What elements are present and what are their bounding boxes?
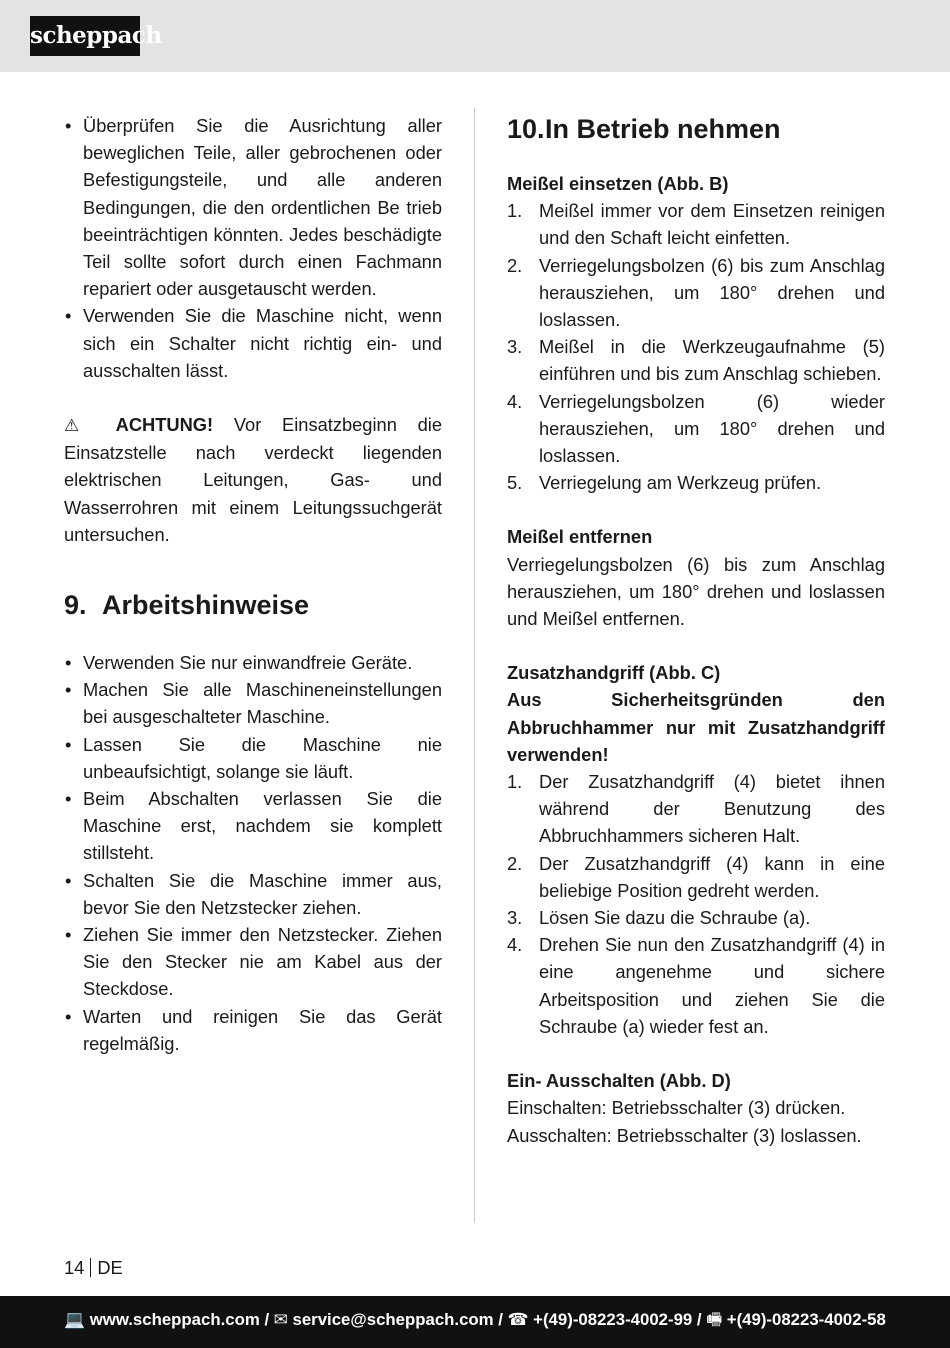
list-item: 3. Lösen Sie dazu die Schraube (a). [507,907,811,929]
remove-chisel-text: Verriegelungsbolzen (6) bis zum Anschlag herausziehen, um 180° drehen und loslassen und Meißel entfernen. [507,553,885,630]
list-item: 5. Verriegelung am Werkzeug prüfen. [507,472,822,494]
list-item: • Warten und reinigen Sie das Gerät regelmäßig. [64,1003,442,1057]
list-item: • Verwenden Sie nur einwandfreie Geräte. [64,649,442,676]
column-divider [474,108,475,1223]
warning-label: ACHTUNG! [115,414,214,436]
switch-heading: Ein- Ausschalten (Abb. D) [507,1070,731,1092]
safety-bullet-list [64,112,442,384]
list-item: 3. Meißel in die Werkzeugaufnahme (5) einführen und bis zum Anschlag schieben. [507,336,885,385]
computer-icon: 💻 [64,1310,86,1329]
contact-footer: 💻 www.scheppach.com / ✉ service@scheppach.com / ☎ +(49)-08223-4002-99 / 🖷 +(49)-08223-4002-58 [0,1296,950,1348]
list-item: • Ziehen Sie immer den Netzstecker. Ziehen Sie den Stecker nie am Kabel aus der Steckdose. [64,921,442,1003]
section-title: In Betrieb nehmen [545,114,781,144]
left-column [64,112,442,1057]
work-tips-list [64,649,442,1057]
insert-chisel-steps [507,197,885,496]
list-item: 2. Der Zusatzhandgriff (4) kann in eine beliebige Position gedreht werden. [507,852,885,901]
section-9-heading [64,588,442,622]
brand-logo: scheppach [30,16,140,56]
switch-off-text: Ausschalten: Betriebsschalter (3) loslassen. [507,1124,862,1146]
list-item: • Beim Abschalten verlassen Sie die Maschine erst, nachdem sie komplett stillsteht. [64,785,442,867]
phone-number: +(49)-08223-4002-99 [533,1310,693,1329]
insert-chisel-heading: Meißel einsetzen (Abb. B) [507,173,729,194]
warning-icon: ⚠ [64,416,95,436]
page-number: 14 DE [64,1257,123,1278]
section-number: 10. [507,114,545,144]
switch-on-text: Einschalten: Betriebsschalter (3) drücken. [507,1097,846,1119]
phone-icon: ☎ [507,1310,529,1329]
handle-safety-note: Aus Sicherheitsgründen den Abbruchhammer nur mit Zusatzhandgriff verwenden! [507,689,885,765]
list-item: • Überprüfen Sie die Ausrichtung aller beweglichen Teile, aller gebrochenen oder Befestigungsteile, und alle anderen Bedingungen, die den ordentlichen Be trieb beeinträchtigen könnten. Jedes beschädigte Teil sollte sofort durch einen Fachmann repariert oder ausgetauscht werden. [64,112,442,302]
email-link[interactable]: service@scheppach.com [292,1310,494,1329]
list-item: 1. Der Zusatzhandgriff (4) bietet ihnen während der Benutzung des Abbruchhammers sicheren Halt. [507,771,885,847]
right-column [507,112,885,1149]
language-code: DE [97,1257,123,1278]
page-header [0,0,950,72]
fax-number: +(49)-08223-4002-58 [726,1310,886,1329]
list-item: • Lassen Sie die Maschine nie unbeaufsichtigt, solange sie läuft. [64,731,442,785]
list-item: 4. Verriegelungsbolzen (6) wieder herausziehen, um 180° drehen und loslassen. [507,390,885,467]
warning-paragraph [64,411,442,548]
warning-text: Vor Einsatzbeginn die Einsatzstelle nach verdeckt liegenden elektrischen Leitungen, Gas- und Wasserrohren mit einem Leitungssuchgerät untersuchen. [64,414,442,545]
section-10-heading [507,112,885,146]
list-item: • Machen Sie alle Maschineneinstellungen bei ausgeschalteter Maschine. [64,676,442,730]
email-icon: ✉ [273,1310,288,1329]
list-item: 1. Meißel immer vor dem Einsetzen reinigen und den Schaft leicht einfetten. [507,200,885,249]
section-title: Arbeitshinweise [102,590,310,621]
list-item: • Verwenden Sie die Maschine nicht, wenn sich ein Schalter nicht richtig ein- und ausschalten lässt. [64,302,442,384]
remove-chisel-heading: Meißel entfernen [507,526,653,548]
handle-steps [507,768,885,1040]
handle-heading: Zusatzhandgriff (Abb. C) [507,662,721,684]
list-item: 2. Verriegelungsbolzen (6) bis zum Anschlag herausziehen, um 180° drehen und loslassen. [507,254,885,331]
website-link[interactable]: www.scheppach.com [89,1310,260,1329]
fax-icon: 🖷 [706,1310,723,1329]
list-item: 4. Drehen Sie nun den Zusatzhandgriff (4) in eine angenehme und sichere Arbeitsposition und ziehen Sie die Schraube (a) wieder fest an. [507,934,885,1037]
section-number: 9. [64,590,87,621]
list-item: • Schalten Sie die Maschine immer aus, bevor Sie den Netzstecker ziehen. [64,867,442,921]
